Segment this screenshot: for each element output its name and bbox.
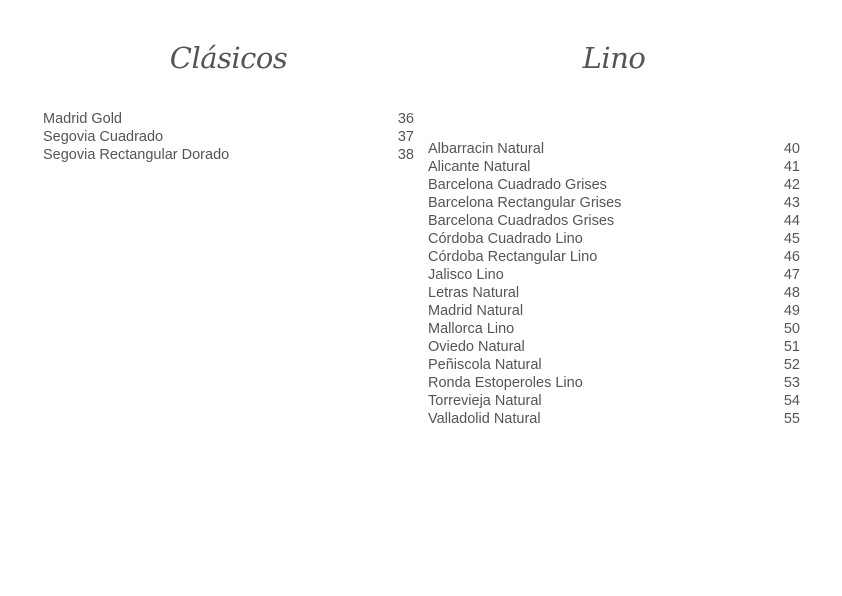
index-entry: [428, 284, 800, 302]
entry-label: Jalisco Lino: [428, 267, 504, 283]
index-entry: [428, 248, 800, 266]
index-entry: [428, 320, 800, 338]
entry-label: Mallorca Lino: [428, 321, 515, 337]
entry-page-number: 50: [783, 321, 800, 337]
entry-page-number: 55: [783, 411, 800, 427]
index-entry: [428, 356, 800, 374]
index-entry: [43, 146, 414, 164]
index-entry: [428, 158, 800, 176]
entry-label: Valladolid Natural: [428, 411, 541, 427]
entry-page-number: 45: [783, 231, 800, 247]
entry-label: Madrid Natural: [428, 303, 524, 319]
index-entry: [43, 128, 414, 146]
index-entry: [428, 230, 800, 248]
entry-label: Córdoba Rectangular Lino: [428, 249, 598, 265]
entry-page-number: 38: [397, 147, 414, 163]
section-title: Clásicos: [169, 41, 288, 75]
entry-label: Segovia Cuadrado: [43, 129, 164, 145]
entry-page-number: 54: [783, 393, 800, 409]
entry-label: Madrid Gold: [43, 111, 122, 127]
index-entry: [428, 410, 800, 428]
entry-page-number: 47: [783, 267, 800, 283]
index-entry: [428, 374, 800, 392]
entry-label: Barcelona Cuadrados Grises: [428, 213, 615, 229]
entry-page-number: 44: [783, 213, 800, 229]
entry-label: Barcelona Cuadrado Grises: [428, 177, 607, 193]
entry-page-number: 49: [783, 303, 800, 319]
index-entry: [428, 212, 800, 230]
entry-page-number: 42: [783, 177, 800, 193]
entry-label: Ronda Estoperoles Lino: [428, 375, 583, 391]
entry-page-number: 40: [783, 141, 800, 157]
section-title: Lino: [582, 41, 646, 75]
entry-label: Oviedo Natural: [428, 339, 525, 355]
index-list: [43, 110, 414, 164]
entry-label: Letras Natural: [428, 285, 520, 301]
entry-page-number: 43: [783, 195, 800, 211]
index-entry: [428, 194, 800, 212]
entry-label: Albarracin Natural: [428, 141, 545, 157]
entry-label: Barcelona Rectangular Grises: [428, 195, 622, 211]
entry-page-number: 51: [783, 339, 800, 355]
entry-page-number: 36: [397, 111, 414, 127]
entry-label: Córdoba Cuadrado Lino: [428, 231, 583, 247]
index-list: [428, 140, 800, 428]
index-entry: [428, 302, 800, 320]
entry-label: Torrevieja Natural: [428, 393, 542, 409]
entry-label: Segovia Rectangular Dorado: [43, 147, 230, 163]
entry-page-number: 53: [783, 375, 800, 391]
entry-page-number: 48: [783, 285, 800, 301]
entry-page-number: 52: [783, 357, 800, 373]
index-entry: [428, 338, 800, 356]
entry-label: Peñiscola Natural: [428, 357, 542, 373]
index-entry: [428, 266, 800, 284]
entry-page-number: 37: [397, 129, 414, 145]
index-entry: [428, 176, 800, 194]
entry-page-number: 41: [783, 159, 800, 175]
index-entry: [43, 110, 414, 128]
entry-label: Alicante Natural: [428, 159, 531, 175]
index-entry: [428, 140, 800, 158]
entry-page-number: 46: [783, 249, 800, 265]
index-entry: [428, 392, 800, 410]
